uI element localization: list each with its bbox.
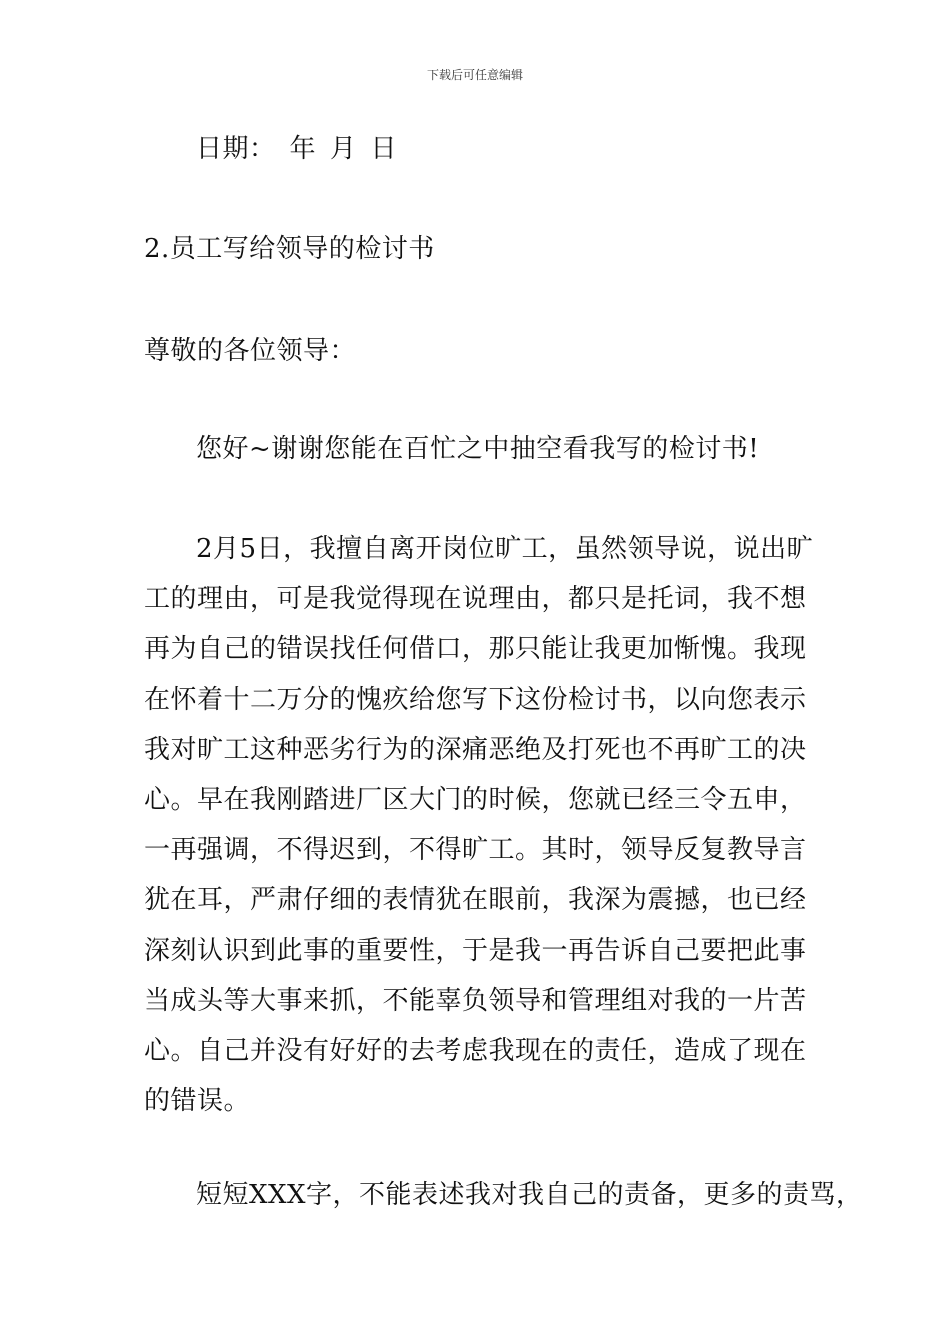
paragraph-line: 再为自己的错误找任何借口，那只能让我更加惭愧。我现 — [144, 634, 807, 665]
paragraph-line: 心。早在我刚踏进厂区大门的时候，您就已经三令五申， — [144, 785, 807, 816]
date-month: 月 — [330, 134, 357, 164]
date-day: 日 — [370, 134, 398, 164]
date-year: 年 — [289, 134, 317, 164]
paragraph-line: 犹在耳，严肃仔细的表情犹在眼前，我深为震撼，也已经 — [144, 885, 807, 916]
paragraph-line: 工的理由，可是我觉得现在说理由，都只是托词，我不想 — [144, 584, 807, 615]
paragraph-line: 一再强调，不得迟到，不得旷工。其时，领导反复教导言 — [144, 835, 807, 866]
paragraph-line: 深刻认识到此事的重要性，于是我一再告诉自己要把此事 — [144, 935, 807, 966]
paragraph-line: 我对旷工这种恶劣行为的深痛恶绝及打死也不再旷工的决 — [144, 734, 807, 765]
paragraph-line: 心。自己并没有好好的去考虑我现在的责任，造成了现在 — [144, 1036, 807, 1067]
paragraph-line: 在怀着十二万分的愧疚给您写下这份检讨书，以向您表示 — [144, 684, 807, 715]
closing-line: 短短XXX字，不能表述我对我自己的责备，更多的责骂， — [196, 1180, 863, 1210]
section-title: 2.员工写给领导的检讨书 — [144, 234, 435, 264]
paragraph-line: 2月5日，我擅自离开岗位旷工，虽然领导说，说出旷 — [196, 534, 814, 564]
salutation: 尊敬的各位领导： — [144, 336, 357, 366]
download-note: 下载后可任意编辑 — [426, 68, 523, 82]
body-paragraph — [144, 524, 824, 1126]
date-label: 日期： — [196, 134, 276, 164]
greeting-line: 您好~谢谢您能在百忙之中抽空看我写的检讨书! — [196, 434, 760, 464]
paragraph-line: 当成头等大事来抓，不能辜负领导和管理组对我的一片苦 — [144, 985, 807, 1016]
paragraph-line: 的错误。 — [144, 1086, 251, 1117]
date-line — [196, 124, 397, 174]
